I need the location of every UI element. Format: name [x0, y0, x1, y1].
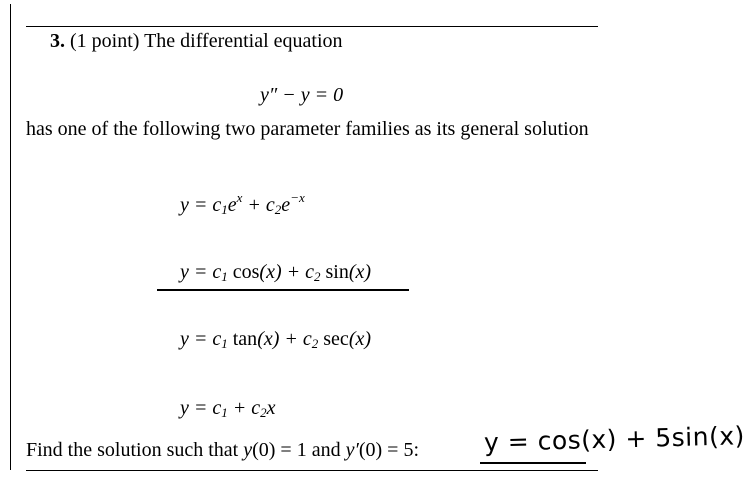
find-solution-prompt: Find the solution such that y(0) = 1 and y′(0) = 5:: [26, 439, 420, 461]
left-margin-rule: [10, 4, 11, 470]
option-4[interactable]: $y = c_1 + c_2x$: [180, 397, 276, 420]
answer-blank-underline: [480, 462, 586, 464]
option-1[interactable]: $y = c_1e^x + c_2e^{-x}$: [180, 190, 305, 217]
question-description: has one of the following two parameter families as its general solution: [26, 118, 589, 140]
option-3[interactable]: $y = c_1$ $\tan(x) + c_2$ sec(x): [180, 328, 372, 351]
question-number: 3.: [50, 30, 65, 52]
bottom-divider: [26, 470, 598, 471]
question-header: [50, 29, 343, 53]
handwritten-answer[interactable]: y = cos(x) + 5sin(x): [483, 421, 745, 457]
question-prompt: The differential equation: [144, 30, 343, 52]
differential-equation: y″ − y = 0: [260, 84, 344, 106]
question-points: (1 point): [70, 30, 140, 52]
top-divider: [26, 26, 598, 27]
option-2[interactable]: $y = c_1$ $\cos(x) + c_2$ sin(x): [180, 261, 372, 284]
selected-option-underline: [157, 289, 409, 291]
